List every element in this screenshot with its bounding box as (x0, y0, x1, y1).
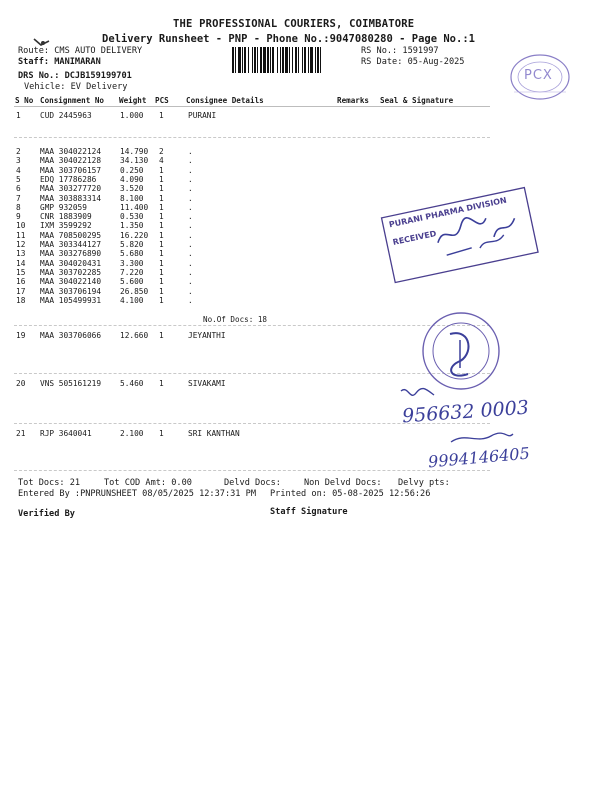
row-divider (14, 325, 490, 326)
cell-consignee: JEYANTHI (188, 331, 226, 340)
cell-weight: 0.250 (120, 165, 144, 175)
cell-cno: MAA 303706157 (40, 165, 102, 175)
company-title: THE PROFESSIONAL COURIERS, COIMBATORE (173, 18, 415, 30)
cell-sno: 7 (16, 193, 21, 203)
cell-cno: MAA 304022140 (40, 277, 102, 287)
table-row (0, 379, 600, 389)
cell-pcs: 1 (159, 111, 164, 120)
cell-cno: EDQ 17786286 (40, 174, 97, 184)
received-stamp-label: RECEIVED (391, 228, 438, 247)
table-row (0, 331, 600, 341)
route-label: Route: CMS AUTO DELIVERY (18, 46, 143, 56)
cell-weight: 1.350 (120, 221, 144, 231)
group-doc-count: No.Of Docs: 18 (203, 315, 268, 324)
cell-consignee: . (188, 249, 193, 259)
cell-weight: 8.100 (120, 193, 144, 203)
row-divider (14, 373, 490, 374)
cell-pcs: 1 (159, 379, 164, 388)
col-consignee: Consignee Details (186, 96, 264, 105)
cell-consignee: SIVAKAMI (188, 379, 226, 388)
cell-weight: 2.100 (120, 429, 144, 438)
vehicle-label: Vehicle: EV Delivery (24, 82, 128, 92)
drs-number: DRS No.: DCJB159199701 (18, 71, 132, 81)
cell-consignee: . (188, 184, 193, 194)
cell-sno: 19 (16, 331, 26, 340)
cell-pcs: 1 (159, 165, 164, 175)
cell-consignee: . (188, 193, 193, 203)
cell-cno: MAA 303344127 (40, 240, 102, 249)
delivery-points: Delvy pts: (398, 478, 450, 488)
cell-pcs: 1 (159, 277, 164, 287)
entered-by: Entered By :PNPRUNSHEET 08/05/2025 12:37:31 PM (18, 489, 256, 499)
cell-sno: 12 (16, 240, 26, 249)
cell-weight: 4.100 (120, 295, 144, 305)
cell-weight: 0.530 (120, 212, 144, 222)
cell-sno: 8 (16, 202, 21, 212)
cell-cno: MAA 303883314 (40, 193, 102, 203)
cell-weight: 16.220 (120, 230, 149, 240)
cell-weight: 5.460 (120, 379, 144, 388)
cell-sno: 14 (16, 258, 26, 268)
cell-pcs: 1 (159, 331, 164, 340)
cell-sno: 20 (16, 379, 26, 388)
col-sno: S No (15, 96, 34, 105)
cell-consignee: . (188, 202, 193, 212)
received-stamp-title: PURANI PHARMA DIVISION (388, 195, 508, 230)
cell-consignee: . (188, 267, 193, 277)
col-remarks: Remarks (337, 96, 370, 105)
cell-weight: 14.790 (120, 147, 149, 156)
cell-pcs: 1 (159, 230, 164, 240)
cell-cno: IXM 3599292 (40, 221, 92, 231)
cell-sno: 18 (16, 295, 26, 305)
cell-consignee: . (188, 147, 193, 156)
cell-weight: 7.220 (120, 267, 144, 277)
delivered-docs: Delvd Docs: (224, 478, 281, 488)
cell-consignee: . (188, 286, 193, 296)
cell-sno: 16 (16, 277, 26, 287)
row-divider (14, 137, 490, 138)
rs-number: RS No.: 1591997 (361, 46, 439, 56)
cell-cno: MAA 708500295 (40, 230, 102, 240)
cell-weight: 3.300 (120, 258, 144, 268)
cell-pcs: 1 (159, 295, 164, 305)
cell-cno: MAA 303706194 (40, 286, 102, 296)
cell-pcs: 1 (159, 258, 164, 268)
cell-cno: CUD 2445963 (40, 111, 92, 120)
cell-sno: 9 (16, 212, 21, 222)
table-row (0, 111, 600, 121)
cell-consignee: . (188, 174, 193, 184)
cell-pcs: 1 (159, 202, 164, 212)
cell-weight: 5.680 (120, 249, 144, 259)
cell-sno: 17 (16, 286, 26, 296)
cell-sno: 3 (16, 156, 21, 166)
cell-cno: MAA 303276890 (40, 249, 102, 259)
total-cod: Tot COD Amt: 0.00 (104, 478, 192, 488)
cell-sno: 21 (16, 429, 26, 438)
cell-consignee: . (188, 212, 193, 222)
cell-pcs: 1 (159, 212, 164, 222)
cell-consignee: . (188, 230, 193, 240)
cell-cno: MAA 303277720 (40, 184, 102, 194)
col-pcs: PCS (155, 96, 169, 105)
cell-cno: MAA 304022124 (40, 147, 102, 156)
runsheet-subtitle: Delivery Runsheet - PNP - Phone No.:9047080280 - Page No.:1 (102, 33, 475, 45)
cell-consignee: . (188, 221, 193, 231)
cell-pcs: 1 (159, 184, 164, 194)
staff-signature: Staff Signature (270, 507, 348, 517)
col-seal: Seal & Signature (380, 96, 454, 105)
cell-cno: GMP 932059 (40, 202, 87, 212)
handwritten-phone-1: 956632 0003 (401, 396, 530, 428)
cell-consignee: . (188, 277, 193, 287)
cell-consignee: . (188, 240, 193, 249)
cell-sno: 13 (16, 249, 26, 259)
cell-consignee: PURANI (188, 111, 217, 120)
cell-consignee: . (188, 295, 193, 305)
handwritten-phone-2: 9994146405 (427, 443, 531, 472)
cell-weight: 3.520 (120, 184, 144, 194)
printed-on: Printed on: 05-08-2025 12:56:26 (270, 489, 431, 499)
non-delivered-docs: Non Delvd Docs: (304, 478, 382, 488)
cell-cno: MAA 304020431 (40, 258, 102, 268)
barcode-icon (232, 47, 354, 73)
cell-sno: 6 (16, 184, 21, 194)
footer-rule (14, 470, 490, 471)
verified-by: Verified By (18, 509, 75, 519)
cell-pcs: 1 (159, 193, 164, 203)
round-seal-stamp (420, 310, 502, 392)
cell-sno: 5 (16, 174, 21, 184)
cell-consignee: SRI KANTHAN (188, 429, 240, 438)
cell-pcs: 1 (159, 221, 164, 231)
cell-sno: 2 (16, 147, 21, 156)
cell-consignee: . (188, 165, 193, 175)
cell-pcs: 1 (159, 429, 164, 438)
cell-pcs: 1 (159, 174, 164, 184)
cell-consignee: . (188, 258, 193, 268)
cell-pcs: 2 (159, 147, 164, 156)
rs-date: RS Date: 05-Aug-2025 (361, 57, 465, 67)
header-rule (14, 106, 490, 107)
cell-weight: 1.000 (120, 111, 144, 120)
cell-cno: CNR 1883909 (40, 212, 92, 222)
table-row (0, 296, 600, 306)
cell-weight: 34.130 (120, 156, 149, 166)
cell-pcs: 4 (159, 156, 164, 166)
cell-weight: 26.850 (120, 286, 149, 296)
cell-sno: 1 (16, 111, 21, 120)
cell-pcs: 1 (159, 240, 164, 249)
col-consignment: Consignment No (40, 96, 105, 105)
cell-cno: MAA 304022128 (40, 156, 102, 166)
pcx-stamp-label: PCX (524, 68, 553, 83)
cell-weight: 12.660 (120, 331, 149, 340)
pcx-stamp (508, 52, 572, 102)
cell-sno: 11 (16, 230, 26, 240)
handwritten-signature-icon (398, 383, 438, 405)
cell-cno: MAA 105499931 (40, 295, 102, 305)
cell-weight: 5.600 (120, 277, 144, 287)
cell-pcs: 1 (159, 249, 164, 259)
cell-cno: VNS 505161219 (40, 379, 102, 388)
cell-sno: 10 (16, 221, 26, 231)
cell-weight: 4.090 (120, 174, 144, 184)
staff-label: Staff: MANIMARAN (18, 57, 101, 67)
round-seal-icon (420, 310, 502, 392)
cell-pcs: 1 (159, 267, 164, 277)
cell-pcs: 1 (159, 286, 164, 296)
cell-weight: 11.400 (120, 202, 149, 212)
cell-cno: MAA 303702285 (40, 267, 102, 277)
total-docs: Tot Docs: 21 (18, 478, 81, 488)
cell-cno: MAA 303706066 (40, 331, 102, 340)
cell-consignee: . (188, 156, 193, 166)
cell-sno: 15 (16, 267, 26, 277)
cell-sno: 4 (16, 165, 21, 175)
cell-cno: RJP 3640041 (40, 429, 92, 438)
cell-weight: 5.820 (120, 240, 144, 249)
col-weight: Weight (119, 96, 147, 105)
